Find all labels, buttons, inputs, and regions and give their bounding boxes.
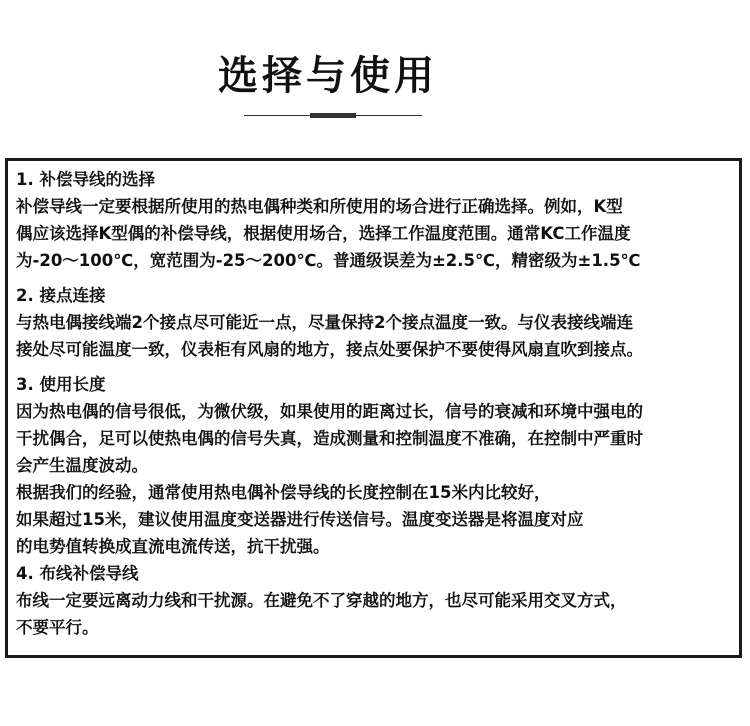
- page-title: 选择与使用: [218, 53, 438, 99]
- paragraph-line: 的电势值转换成直流电流传送，抗干扰强。: [16, 537, 330, 556]
- section-wiring: [16, 560, 740, 641]
- section-junction-connection: [16, 282, 740, 363]
- paragraph-line: 偶应该选择K型偶的补偿导线，根据使用场合，选择工作温度范围。通常KC工作温度: [16, 224, 631, 243]
- paragraph-line: 如果超过15米，建议使用温度变送器进行传送信号。温度变送器是将温度对应: [16, 510, 584, 529]
- content-body: [16, 166, 740, 641]
- section-heading: 1. 补偿导线的选择: [16, 170, 155, 189]
- paragraph-line: 布线一定要远离动力线和干扰源。在避免不了穿越的地方，也尽可能采用交叉方式，: [16, 591, 627, 610]
- paragraph-line: 不要平行。: [16, 618, 99, 637]
- paragraph-line: 干扰偶合，足可以使热电偶的信号失真，造成测量和控制温度不准确，在控制中严重时: [16, 429, 643, 448]
- section-heading: 3. 使用长度: [16, 375, 106, 394]
- paragraph-line: 与热电偶接线端2个接点尽可能近一点，尽量保持2个接点温度一致。与仪表接线端连: [16, 313, 633, 332]
- paragraph-line: 因为热电偶的信号很低，为微伏级，如果使用的距离过长，信号的衰减和环境中强电的: [16, 402, 643, 421]
- title-divider-accent: [310, 113, 356, 118]
- paragraph-line: 补偿导线一定要根据所使用的热电偶种类和所使用的场合进行正确选择。例如，K型: [16, 197, 623, 216]
- section-heading: 2. 接点连接: [16, 286, 106, 305]
- paragraph-line: 会产生温度波动。: [16, 456, 148, 475]
- paragraph-line: 接处尽可能温度一致，仪表柜有风扇的地方，接点处要保护不要使得风扇直吹到接点。: [16, 340, 643, 359]
- section-usage-length: [16, 371, 740, 560]
- section-heading: 4. 布线补偿导线: [16, 564, 139, 583]
- paragraph-line: 为-20～100℃，宽范围为-25～200℃。普通级误差为±2.5℃，精密级为±1.5℃: [16, 251, 641, 270]
- section-wire-selection: [16, 166, 740, 274]
- paragraph-line: 根据我们的经验，通常使用热电偶补偿导线的长度控制在15米内比较好，: [16, 483, 551, 502]
